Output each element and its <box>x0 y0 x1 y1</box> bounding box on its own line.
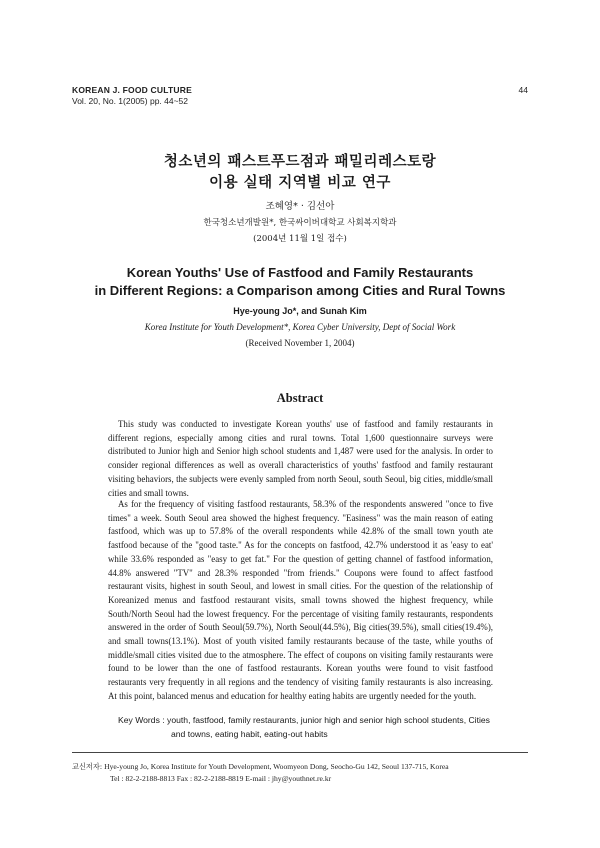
corresponding-author-footnote <box>72 761 449 785</box>
korean-affiliation: 한국청소년개발원*, 한국싸이버대학교 사회복지학과 <box>203 218 397 228</box>
volume-info: Vol. 20, No. 1(2005) pp. 44~52 <box>72 96 189 106</box>
english-title-line2: in Different Regions: a Comparison among Cities and Rural Towns <box>94 283 506 298</box>
korean-title <box>0 152 600 194</box>
footnote-divider <box>72 752 528 753</box>
page-number: 44 <box>518 85 528 95</box>
abstract-paragraph-1: This study was conducted to investigate Korean youths' use of fastfood and family restaurants in different regions, especially among cities and rural towns. Total 1,600 questionnaire surveys were distributed to Junior high and Senior high school students and 1,487 were used for the analysis. In order to consider regional differences as well as overall characteristics of youths' fastfood and family restaurant visiting behaviors, the subjects were evenly sampled from north Seoul, south Seoul, big cities, middle/small cities and small towns. <box>108 419 493 498</box>
keywords-label: Key Words : <box>118 715 165 725</box>
journal-header <box>72 85 192 107</box>
keywords-line1: youth, fastfood, family restaurants, junior high and senior high school students, Cities <box>167 715 490 725</box>
english-affiliation: Korea Institute for Youth Development*, Korea Cyber University, Dept of Social Work <box>144 322 456 332</box>
korean-received-date: (2004년 11월 1일 접수) <box>253 234 347 244</box>
english-title-line1: Korean Youths' Use of Fastfood and Family Restaurants <box>126 265 474 280</box>
korean-title-line2: 이용 실태 지역별 비교 연구 <box>209 175 391 191</box>
english-title <box>0 264 600 300</box>
keywords <box>118 714 503 741</box>
english-authors: Hye-young Jo*, and Sunah Kim <box>233 306 367 316</box>
abstract-heading: Abstract <box>276 391 324 405</box>
english-received-date: (Received November 1, 2004) <box>245 338 355 348</box>
abstract-paragraph-2: As for the frequency of visiting fastfood restaurants, 58.3% of the respondents answered "once to five times" a week. South Seoul area showed the highest frequency. "Easiness" was the main reason of eating fastfood, which was up to 57.8% of the overall respondents while 42.8% of the small town youth ate fastfood because of the "good taste." As for the concepts on fastfood, 42.7% understood it as 'easy to eat' while 33.6% responded as "easy to get fat." For the question of getting channel of fastfood information, 44.8% answered "TV" and 28.3% responded "from friends." Coupons were found to affect fastfood restaurant visits, highest in south Seoul, and lowest in small cities. For the question of the relationship of Koreanized menus and fastfood restaurant visits, small towns showed the highest frequency, while South/North Seoul had the lowest frequency. For the percentage of visiting family restaurants, respondents answered in the order of South Seoul(59.7%), North Seoul(44.5%), Big cities(39.5%), small cities(19.4%), and small towns(13.1%). Most of youth visited family restaurants because of the taste, while youths of middle/small cities visited due to the atmosphere. The effect of coupons on visiting family restaurants were found to be lower than the one of fastfood restaurants. Korean youths were found to visit fastfood restaurants very frequently in all regions and the tendency of visiting family restaurants is also increasing. At this point, balanced menus and education for healthy eating habits are urgently needed for the youth. <box>108 499 493 701</box>
journal-name: KOREAN J. FOOD CULTURE <box>72 85 192 95</box>
korean-title-line1: 청소년의 패스트푸드점과 패밀리레스토랑 <box>163 154 437 170</box>
korean-authors: 조혜영* · 김선아 <box>265 201 335 212</box>
footnote-label: 교신저자: <box>72 762 103 771</box>
keywords-line2: and towns, eating habit, eating-out habits <box>171 728 328 739</box>
footnote-line2: Tel : 82-2-2188-8813 Fax : 82-2-2188-8819 E-mail : jhy@youthnet.re.kr <box>110 774 332 783</box>
footnote-line1: Hye-young Jo, Korea Institute for Youth Development, Woomyeon Dong, Seocho-Gu 142, Seoul 137-715, Korea <box>104 762 449 771</box>
